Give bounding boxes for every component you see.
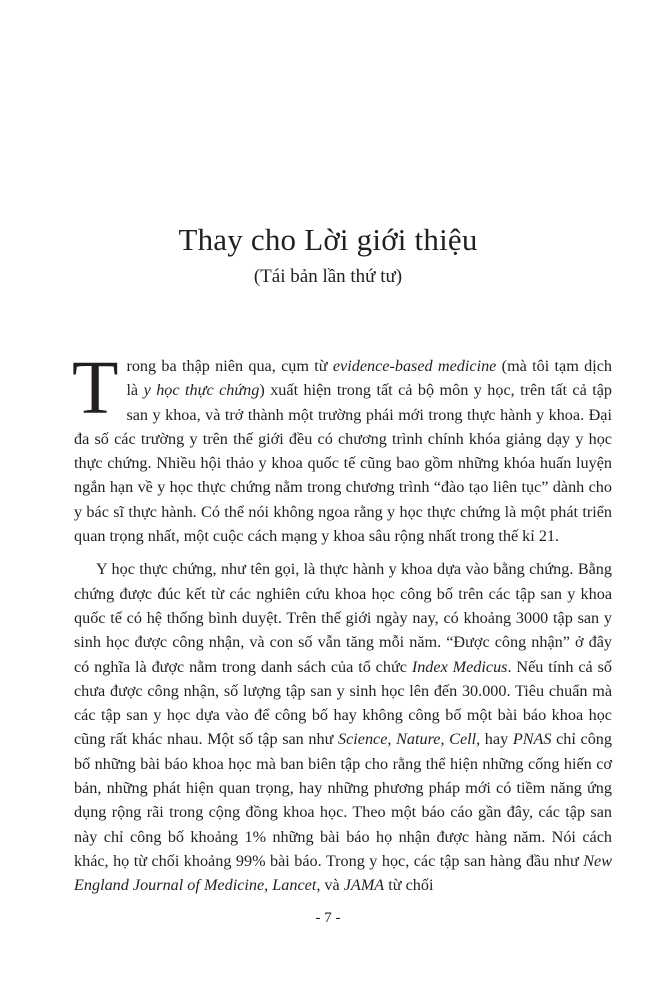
italic-term: JAMA xyxy=(343,876,385,895)
italic-term: New England Journal of Medicine xyxy=(74,851,612,895)
body-text xyxy=(72,346,613,898)
text-run: chỉ công bố những bài báo khoa học mà ban biên tập cho rằng thể hiện những cống hiến cơ bản, những phát hiện quan trọng, hay những phương pháp mới có tiềm năng ứng dụng rộng rãi trong cộng đồng khoa học. Theo một báo cáo gần đây, các tập san này chỉ công bố khoảng 1% những bài báo họ nhận được hàng năm. Nói cách khác, họ từ chối khoảng 99% bài báo. Trong y học, các tập san hàng đầu như xyxy=(74,730,612,870)
page-number: - 7 - xyxy=(315,910,341,926)
text-run: từ chối xyxy=(384,876,434,895)
text-run: Y học thực chứng, như tên gọi, là thực hành y khoa dựa vào bằng chứng. Bằng chứng được đúc kết từ các nghiên cứu khoa học công bố trên các tập san y khoa quốc tế có hệ thống bình duyệt. Trên thế giới ngày nay, có khoảng 3000 tập san y sinh học được công nhận, và con số vẫn tăng mỗi năm. “Được công nhận” ở đây có nghĩa là được nằm trong danh sách của tổ chức xyxy=(74,560,612,676)
chapter-title: Thay cho Lời giới thiệu xyxy=(178,222,478,257)
text-run: , xyxy=(264,876,273,895)
italic-term: PNAS xyxy=(512,730,552,749)
drop-cap: T xyxy=(72,346,119,430)
text-run: hay xyxy=(480,730,513,749)
italic-term: Index Medicus xyxy=(411,657,508,676)
chapter-subtitle: (Tái bản lần thứ tư) xyxy=(253,266,403,287)
italic-term: evidence-based medicine xyxy=(332,357,497,375)
text-run: (mà tôi tạm dịch là xyxy=(126,357,613,400)
text-run: ) xuất hiện trong tất cả bộ môn y học, trên tất cả tập san y khoa, và trở thành một trường phái mới trong thực hành y khoa. Đại đa số các trường y trên thế giới đều có chương trình chính khóa giảng dạy y học thực chứng. Nhiều hội thảo y khoa quốc tế cũng bao gồm những khóa huấn luyện ngắn hạn về y học thực chứng nằm trong chương trình “đào tạo liên tục” dành cho y bác sĩ thực hành. Có thể nói không ngoa rằng y học thực chứng là một phát triển quan trọng nhất, một cuộc cách mạng y khoa sâu rộng nhất trong thế kỉ 21. xyxy=(74,381,612,546)
paragraph-2 xyxy=(74,557,612,897)
paragraph-1 xyxy=(72,346,613,548)
italic-term: Science, Nature, Cell, xyxy=(338,730,481,749)
text-run: , và xyxy=(316,876,344,895)
text-run: rong ba thập niên qua, cụm từ xyxy=(126,357,333,375)
text-run: . Nếu tính cả số chưa được công nhận, số lượng tập san y sinh học lên đến 30.000. Tiêu chuẩn mà các tập san y học dựa vào để công bố hay không công bố một bài báo khoa học cũng rất khác nhau. Một số tập san như xyxy=(74,657,612,749)
italic-term: Lancet xyxy=(272,876,317,895)
italic-term: y học thực chứng xyxy=(143,381,260,400)
